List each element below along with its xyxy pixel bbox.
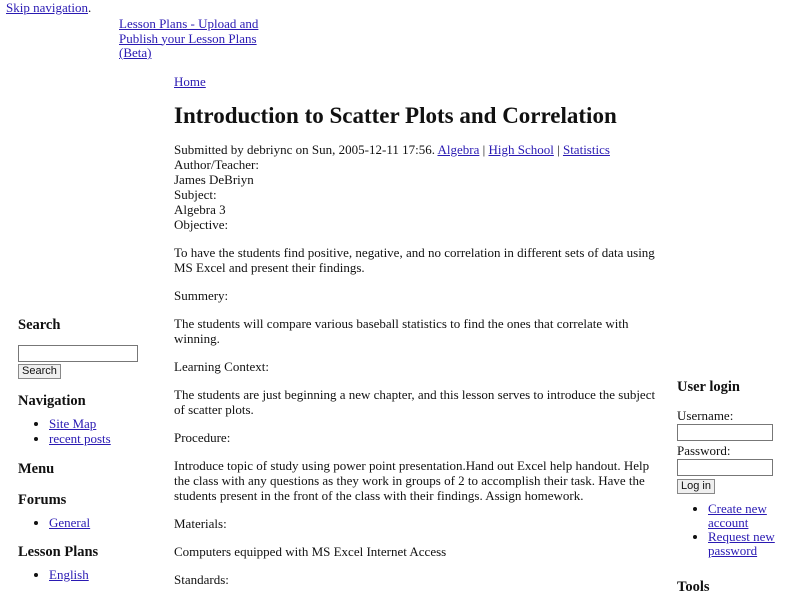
- main-content: [174, 74, 660, 587]
- breadcrumb: [174, 74, 660, 89]
- list-item: [708, 530, 787, 558]
- navigation-block: [18, 392, 148, 446]
- tag-algebra-link[interactable]: Algebra: [437, 142, 480, 157]
- lesson-plans-english-link[interactable]: English: [49, 567, 89, 582]
- standards-label: Standards:: [174, 572, 229, 587]
- login-links-list: [677, 502, 787, 558]
- list-item: [49, 515, 148, 530]
- list-item: [49, 567, 148, 582]
- tools-block-title: Tools: [677, 579, 710, 595]
- recent-posts-link[interactable]: recent posts: [49, 431, 111, 446]
- search-input[interactable]: [18, 345, 138, 362]
- menu-block: [18, 460, 148, 478]
- sidebar-right: [677, 378, 787, 596]
- procedure-label: Procedure:: [174, 430, 231, 445]
- login-button[interactable]: Log in: [677, 479, 715, 494]
- sidebar-left: [18, 316, 148, 582]
- username-label: Username:: [677, 408, 734, 423]
- search-block: [18, 316, 148, 379]
- skip-navigation: [6, 0, 91, 15]
- submitted-info: [174, 142, 660, 157]
- password-label: Password:: [677, 443, 731, 458]
- context-label: Learning Context:: [174, 359, 269, 374]
- site-map-link[interactable]: Site Map: [49, 416, 97, 431]
- skip-navigation-link[interactable]: Skip navigation: [6, 0, 88, 15]
- lesson-plans-list: [18, 567, 148, 582]
- objective-label: Objective:: [174, 217, 229, 232]
- menu-block-title: Menu: [18, 461, 55, 477]
- skip-navigation-dot: .: [87, 0, 92, 15]
- summary-label: Summery:: [174, 288, 229, 303]
- username-field[interactable]: [677, 424, 773, 441]
- procedure-text: Introduce topic of study using power point presentation.Hand out Excel help handout. Help the class with any questions as they work in groups of 2 to accomplish their task. Have the students present in the front of the class with their findings. Assign homework.: [174, 458, 650, 503]
- author-value: James DeBriyn: [174, 172, 254, 187]
- list-item: [49, 416, 148, 431]
- request-password-link[interactable]: Request new password: [708, 529, 775, 558]
- forums-block-title: Forums: [18, 492, 67, 508]
- navigation-list: [18, 416, 148, 446]
- list-item: [49, 431, 148, 446]
- tag-separator: |: [553, 142, 563, 157]
- search-block-title: Search: [18, 317, 61, 333]
- lesson-plans-block-title: Lesson Plans: [18, 544, 99, 560]
- tools-block: [677, 578, 787, 596]
- tag-statistics-link[interactable]: Statistics: [562, 142, 610, 157]
- subject-label: Subject:: [174, 187, 217, 202]
- tag-separator: |: [479, 142, 489, 157]
- forums-block: [18, 491, 148, 530]
- subject-value: Algebra 3: [174, 202, 226, 217]
- site-name-link[interactable]: Lesson Plans - Upload and Publish your Lesson Plans (Beta): [119, 16, 259, 60]
- forums-list: [18, 515, 148, 530]
- navigation-block-title: Navigation: [18, 393, 86, 409]
- forum-general-link[interactable]: General: [49, 515, 91, 530]
- author-label: Author/Teacher:: [174, 157, 259, 172]
- page-title: Introduction to Scatter Plots and Correlation: [174, 103, 617, 128]
- context-text: The students are just beginning a new chapter, and this lesson serves to introduce the subject of scatter plots.: [174, 387, 656, 417]
- breadcrumb-home-link[interactable]: Home: [174, 74, 206, 89]
- create-account-link[interactable]: Create new account: [708, 501, 767, 530]
- user-login-block: [677, 378, 787, 558]
- user-login-title: User login: [677, 379, 740, 395]
- submitted-text: Submitted by debriync on Sun, 2005-12-11 17:56.: [174, 142, 435, 157]
- site-name: [119, 17, 269, 61]
- summary-text: The students will compare various baseball statistics to find the ones that correlate with winning.: [174, 316, 629, 346]
- objective-text: To have the students find positive, negative, and no correlation in different sets of data using MS Excel and present their findings.: [174, 245, 655, 275]
- materials-text: Computers equipped with MS Excel Internet Access: [174, 544, 447, 559]
- list-item: [708, 502, 787, 530]
- materials-label: Materials:: [174, 516, 227, 531]
- lesson-plans-block: [18, 543, 148, 582]
- password-field[interactable]: [677, 459, 773, 476]
- search-button[interactable]: Search: [18, 364, 61, 379]
- tag-high-school-link[interactable]: High School: [488, 142, 554, 157]
